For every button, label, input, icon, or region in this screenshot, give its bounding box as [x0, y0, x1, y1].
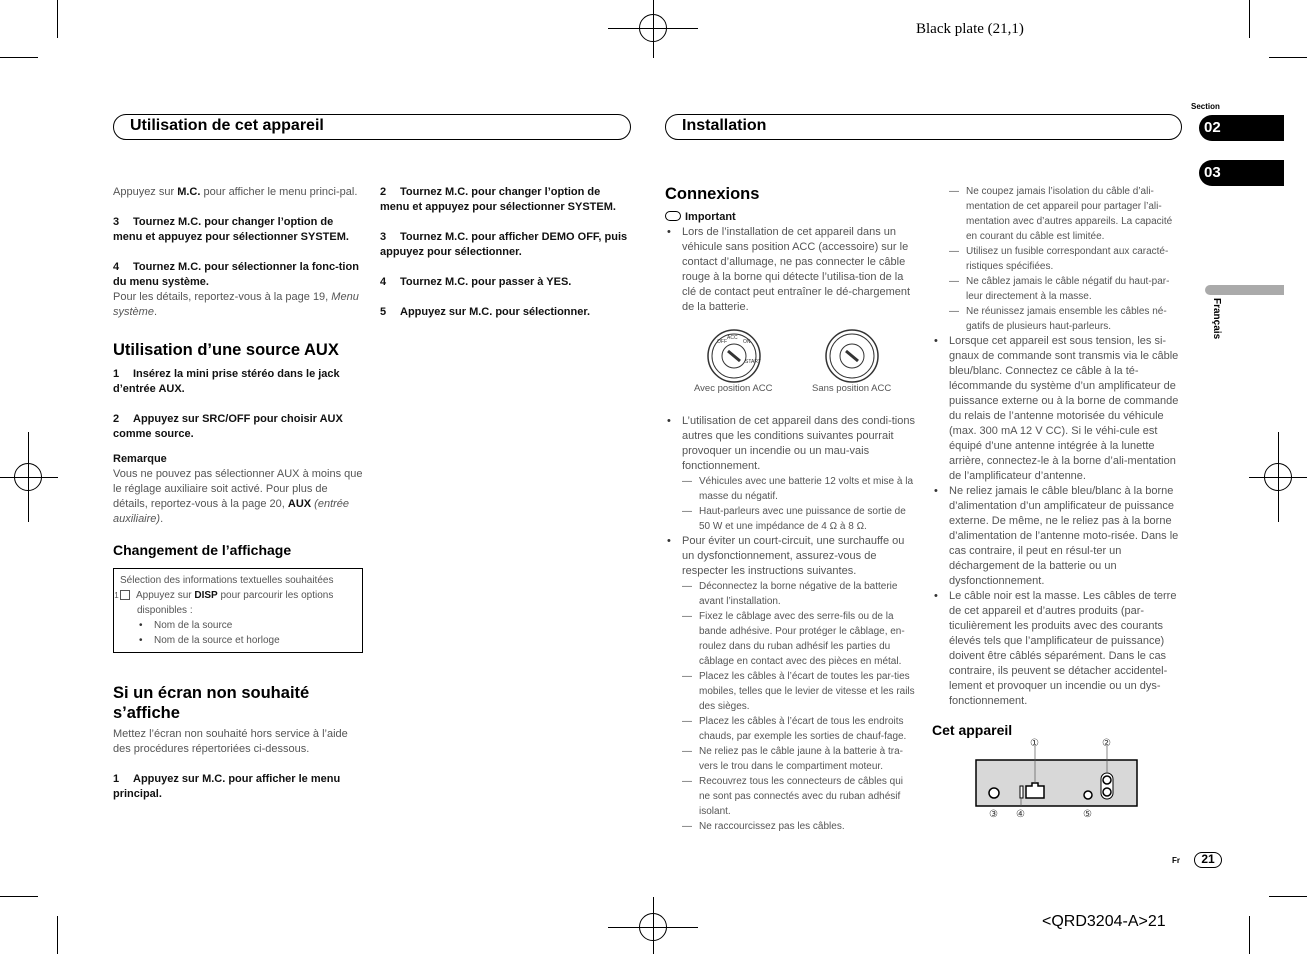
- caption-without-acc: Sans position ACC: [812, 383, 892, 394]
- column-4: [932, 184, 1182, 828]
- language-tab: [1205, 285, 1284, 295]
- condition-item: — Haut-parleurs avec une puissance de sortie de 50 W et une impédance de 4 Ω à 8 Ω.: [682, 504, 915, 534]
- remark-title: Remarque: [113, 453, 167, 465]
- safety-item: — Ne câblez jamais le câble négatif du haut-par-leur directement à la masse.: [949, 274, 1182, 304]
- document-code: <QRD3204-A>21: [1042, 913, 1166, 930]
- section-tab-03: 03: [1199, 160, 1284, 186]
- unit-title: Cet appareil: [932, 722, 1013, 738]
- crop-mark: [1269, 57, 1307, 58]
- connector-3-icon: [989, 788, 999, 798]
- column-2: [380, 185, 630, 320]
- safety-item: — Placez les câbles à l’écart de tous les endroits chauds, par exemple les sorties de chauf-fage.: [682, 714, 915, 744]
- important-label: Important: [665, 210, 915, 225]
- connector-1-icon: [1026, 783, 1044, 798]
- callout-3: ③: [989, 809, 998, 820]
- wiring-bullet: • Le câble noir est la masse. Les câbles de terre de cet appareil et d’autres produits (par-ticulièrement les produits avec des courants élevés tels que l’amplificateur de puissance) doivent être câblés séparément. Dans le cas contraire, ils peuvent se détacher accidentel-lement et provoquer un incendie ou un dys-fonctionnement.: [932, 589, 1182, 709]
- aux-step-1: 1 Insérez la mini prise stéréo dans le jack d’entrée AUX.: [113, 368, 340, 395]
- crop-mark: [57, 0, 58, 38]
- screen-title: Si un écran non souhaité s’affiche: [113, 684, 310, 722]
- header-left: Utilisation de cet appareil: [113, 114, 631, 140]
- screen-step-1: 1 Appuyez sur M.C. pour afficher le menu principal.: [113, 773, 341, 800]
- safety-item: — Placez les câbles à l’écart de toutes les par-ties mobiles, telles que le levier de vitesse et les rails des sièges.: [682, 669, 915, 714]
- crop-mark: [0, 57, 38, 58]
- safety-item: — Déconnectez la borne négative de la batterie avant l’installation.: [682, 579, 915, 609]
- column-3: [665, 184, 915, 834]
- wiring-bullet: • Ne reliez jamais le câble bleu/blanc à la borne d’alimentation d’un amplificateur de puissance externe. De même, ne le reliez pas à la borne d’alimentation de l’antenne moto-risée. Dans le cas contraire, il peut en résul-ter un déchargement de la batterie ou un dysfonctionnement.: [932, 484, 1182, 589]
- ignition-dial-no-acc-icon: [826, 330, 878, 382]
- step-4-note: Pour les détails, reportez-vous à la page 19, Menu système.: [113, 291, 359, 318]
- callout-4: ④: [1016, 809, 1025, 820]
- box-item: • Nom de la source: [137, 618, 356, 633]
- safety-item: — Fixez le câblage avec des serre-fils ou de la bande adhésive. Pour protéger le câblage, en-roulez dans du ruban adhésif les parties du câblage en contact avec des pièces en métal.: [682, 609, 915, 669]
- screen-text: Mettez l’écran non souhaité hors service à l’aide des procédures répertoriées ci-dessous.: [113, 728, 348, 755]
- step-3: 3 Tournez M.C. pour changer l’option de menu et appuyez pour sélectionner SYSTEM.: [113, 216, 349, 243]
- step-3: 3 Tournez M.C. pour afficher DEMO OFF, puis appuyez pour sélectionner.: [380, 231, 628, 258]
- intro-text: Appuyez sur M.C. pour afficher le menu princi-pal.: [113, 186, 358, 198]
- header-right: Installation: [665, 114, 1182, 140]
- section-tab-02: 02: [1199, 115, 1284, 141]
- callout-2: ②: [1102, 738, 1111, 749]
- wiring-bullet: • Lorsque cet appareil est sous tension, les si-gnaux de commande sont transmis via le câble bleu/blanc. Connectez ce câble à la té-lécommande du système d’un amplificateur de puissance externe ou à la borne de commande du relais de l’antenne motorisée du véhicule (max. 300 mA 12 V CC). Si le véhi-cule est équipé d’une antenne intégrée à la lunette arrière, connectez-le à la borne d’ali-mentation de l’amplificateur d’antenne.: [932, 334, 1182, 484]
- safety-item: — Utilisez un fusible correspondant aux caracté-ristiques spécifiées.: [949, 244, 1182, 274]
- aux-title: Utilisation d’une source AUX: [113, 341, 339, 359]
- safety-item: — Ne raccourcissez pas les câbles.: [682, 819, 915, 834]
- safety-item: — Ne reliez pas le câble jaune à la batterie à tra-vers le trou dans le compartiment moteur.: [682, 744, 915, 774]
- step-2: 2 Tournez M.C. pour changer l’option de menu et appuyez pour sélectionner SYSTEM.: [380, 186, 616, 213]
- display-box: [113, 568, 363, 653]
- dial-label-acc: ACC: [727, 335, 738, 341]
- page-lang: Fr: [1172, 856, 1180, 865]
- plate-label: Black plate (21,1): [916, 21, 1024, 37]
- crop-mark: [1269, 896, 1307, 897]
- ignition-figure: [665, 315, 915, 400]
- box-item: • Nom de la source et horloge: [137, 633, 356, 648]
- step-5: 5 Appuyez sur M.C. pour sélectionner.: [380, 306, 591, 318]
- safety-item: — Recouvrez tous les connecteurs de câbles qui ne sont pas connectés avec du ruban adhésif isolant.: [682, 774, 915, 819]
- callout-5: ⑤: [1083, 809, 1092, 820]
- safety-item: — Ne coupez jamais l’isolation du câble d’ali-mentation de cet appareil pour partager l’ali-mentation avec d’autres appareils. La capacité en courant du câble est limitée.: [949, 184, 1182, 244]
- box-title: Sélection des informations textuelles souhaitées: [120, 575, 334, 586]
- step-4: 4 Tournez M.C. pour passer à YES.: [380, 276, 572, 288]
- connector-5-icon: [1084, 791, 1092, 799]
- condition-item: — Véhicules avec une batterie 12 volts et mise à la masse du négatif.: [682, 474, 915, 504]
- crop-mark: [1249, 916, 1250, 954]
- column-1: [113, 185, 363, 802]
- safety-bullet: • Pour éviter un court-circuit, une surchauffe ou un dysfonctionnement, assurez-vous de respecter les instructions suivantes.: [665, 534, 915, 579]
- step-4: 4 Tournez M.C. pour sélectionner la fonc-tion du menu système.: [113, 261, 359, 288]
- connexions-title: Connexions: [665, 185, 760, 203]
- crop-mark: [57, 916, 58, 954]
- display-title: Changement de l’affichage: [113, 542, 292, 558]
- page-number: 21: [1194, 852, 1222, 868]
- section-label: Section: [1191, 102, 1220, 111]
- box-step: 1 Appuyez sur DISP pour parcourir les options disponibles :: [114, 590, 334, 616]
- aux-step-2: 2 Appuyez sur SRC/OFF pour choisir AUX comme source.: [113, 413, 343, 440]
- crop-mark: [1249, 0, 1250, 38]
- language-label: Français: [1211, 298, 1222, 340]
- safety-item: — Ne réunissez jamais ensemble les câbles né-gatifs de plusieurs haut-parleurs.: [949, 304, 1182, 334]
- dial-label-off: OFF: [717, 339, 727, 345]
- conditions-bullet: • L’utilisation de cet appareil dans des condi-tions autres que les conditions suivantes pourrait provoquer un incendie ou un mau-vais fonctionnement.: [665, 414, 915, 474]
- crop-mark: [0, 896, 38, 897]
- caption-with-acc: Avec position ACC: [694, 383, 773, 394]
- callout-1: ①: [1030, 738, 1039, 749]
- connector-4-icon: [1020, 786, 1023, 798]
- remark-text: Vous ne pouvez pas sélectionner AUX à moins que le réglage auxiliaire soit activé. Pour plus de détails, reportez-vous à la page 20, AUX (entrée auxiliaire).: [113, 468, 363, 525]
- unit-diagram: [932, 738, 1182, 828]
- important-icon: [665, 211, 681, 221]
- dial-label-start: START: [745, 359, 761, 365]
- dial-label-on: ON: [743, 339, 751, 345]
- important-bullet: • Lors de l’installation de cet appareil dans un véhicule sans position ACC (accessoire) sur le contact d’allumage, ne pas connecter le câble rouge à la borne qui détecte l’utilisa-tion de la clé de contact peut entraîner le dé-chargement de la batterie.: [665, 225, 915, 315]
